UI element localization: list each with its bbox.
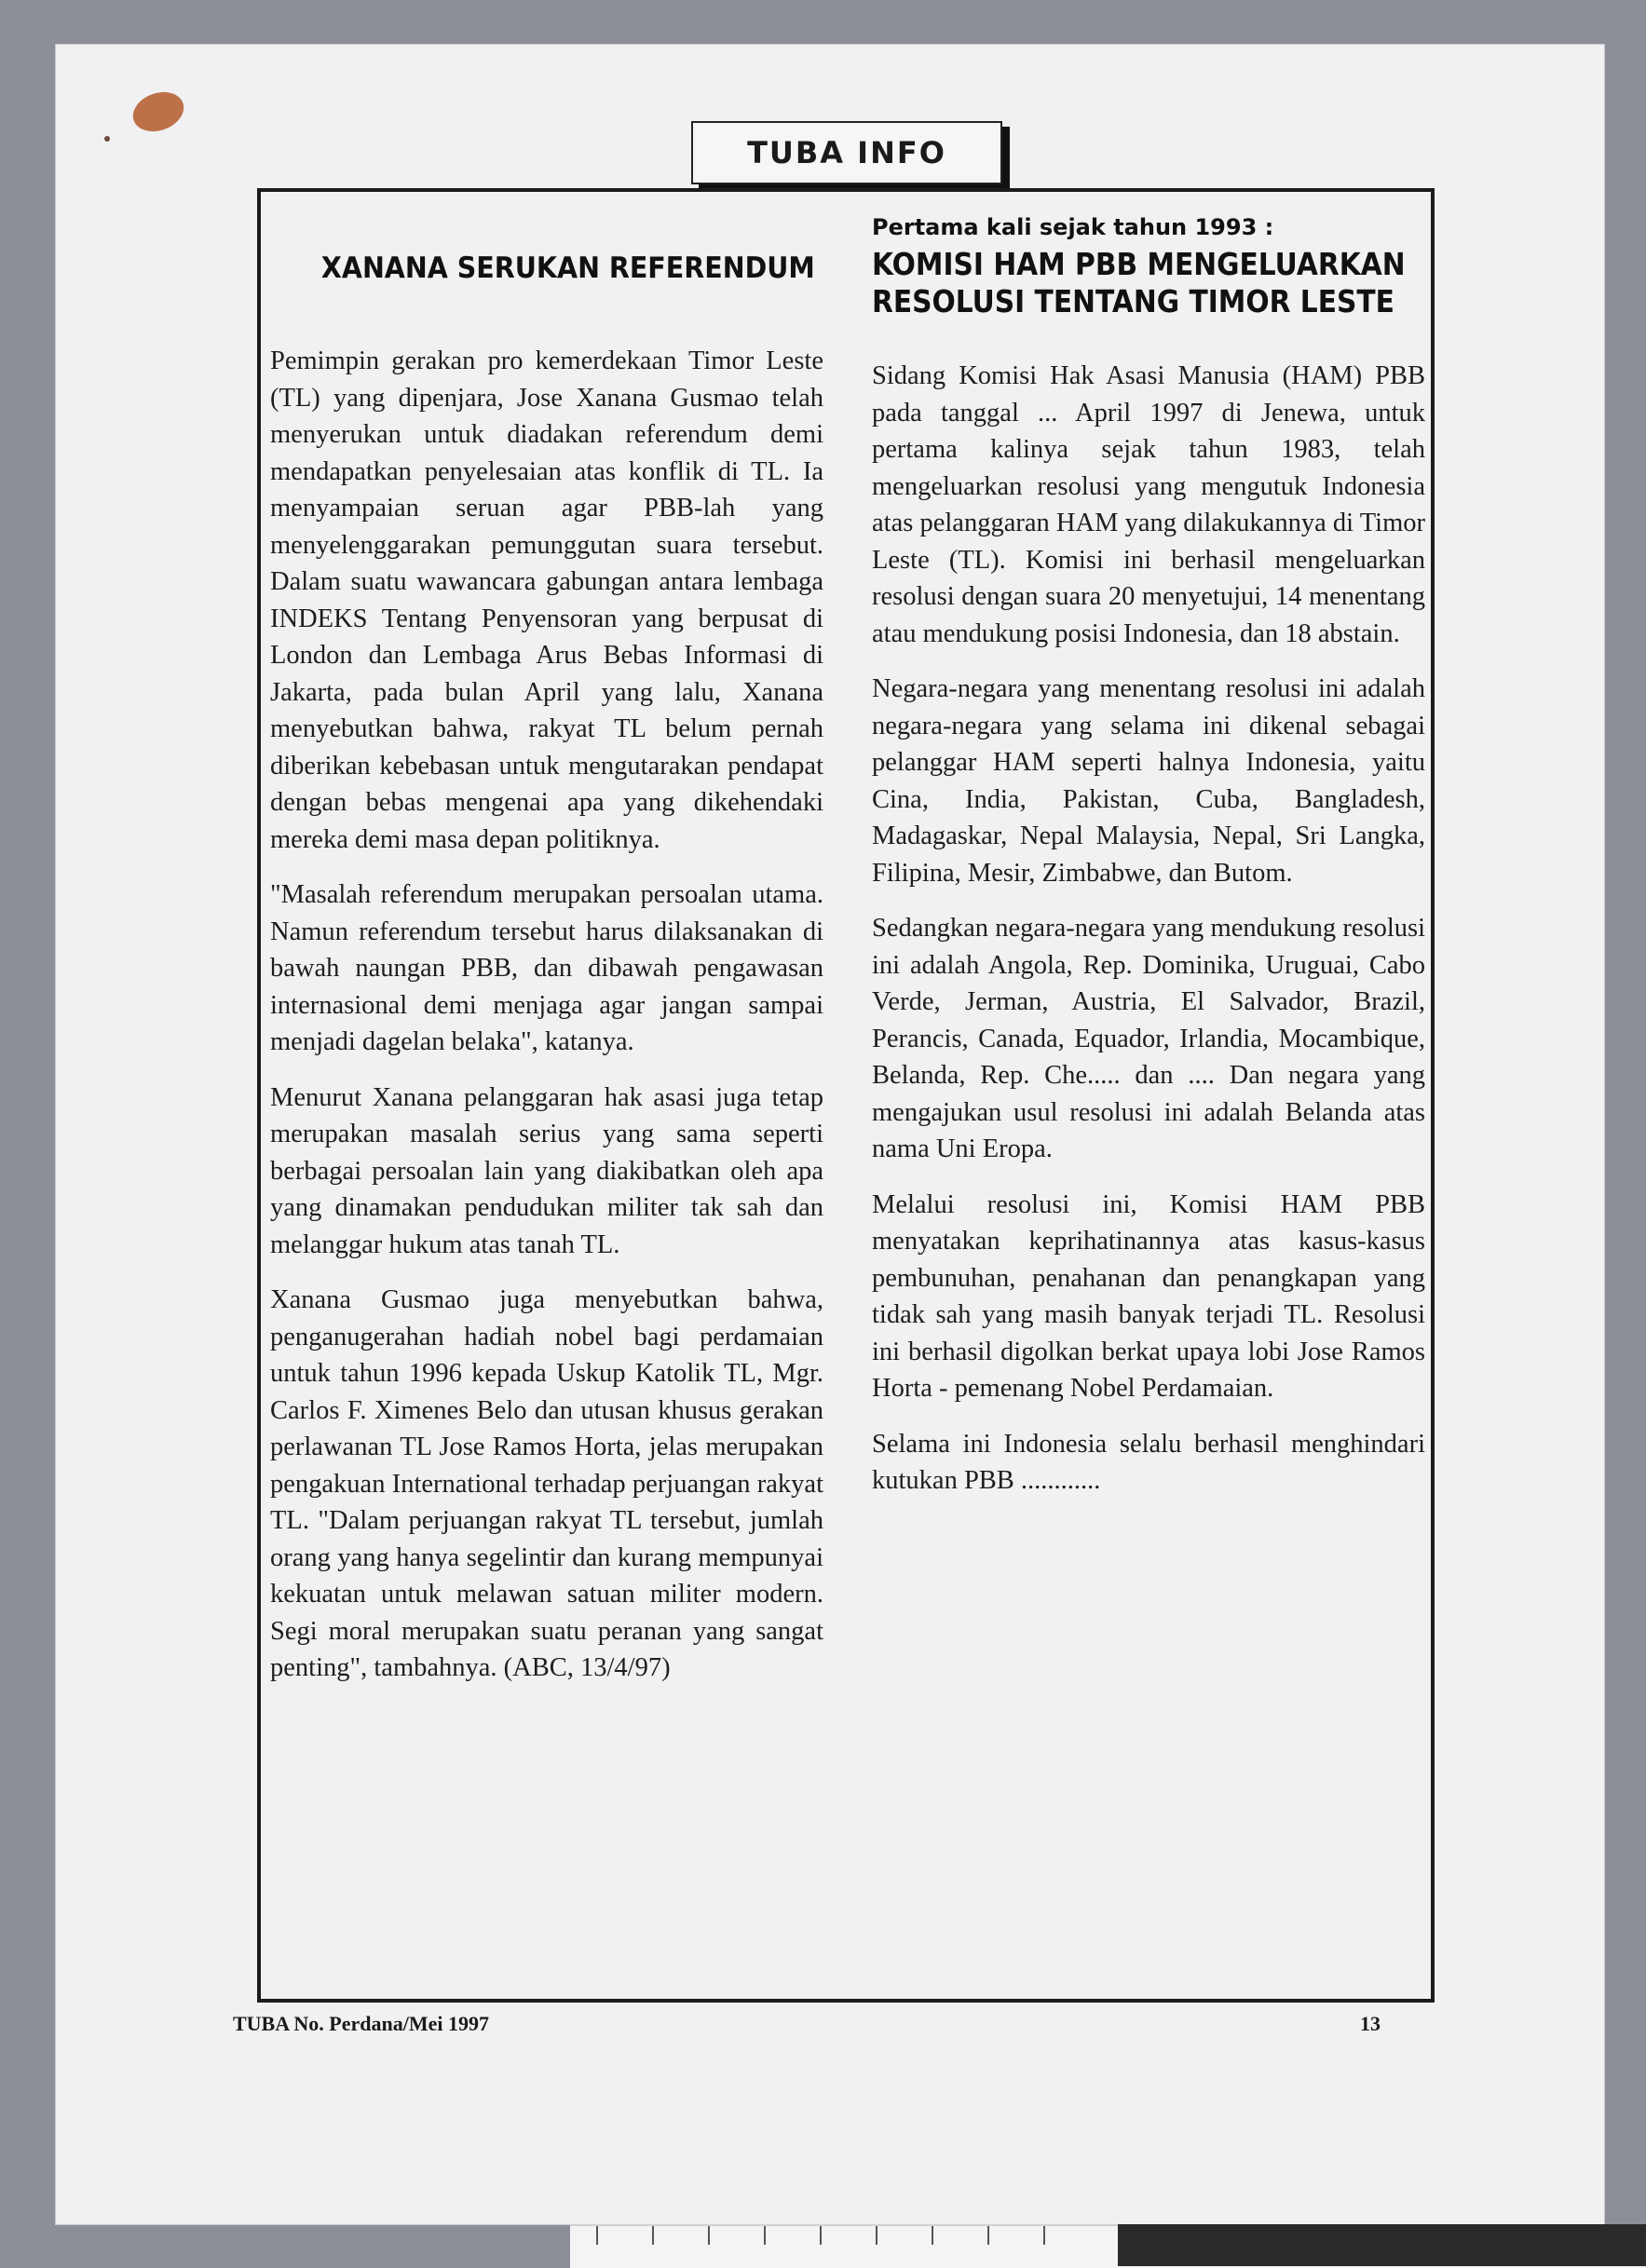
scale-ruler-dark-segment	[1118, 2224, 1646, 2266]
right-article	[872, 205, 1425, 1993]
footer-publication: TUBA No. Perdana/Mei 1997	[233, 2012, 489, 2035]
right-paragraph-2: Negara-negara yang menentang resolusi ini adalah negara-negara yang selama ini dikenal sebagai pelanggar HAM seperti halnya Indonesia, yaitu Cina, India, Pakistan, Cuba, Bangladesh, Madagaskar, Nepal Malaysia, Nepal, Sri Langka, Filipina, Mesir, Zimbabwe, dan Butom.	[872, 674, 1425, 888]
right-kicker: Pertama kali sejak tahun 1993 :	[872, 214, 1274, 240]
right-paragraph-4: Melalui resolusi ini, Komisi HAM PBB menyatakan keprihatinannya atas kasus-kasus pembunuhan, penahanan dan penangkapan yang tidak sah yang masih banyak terjadi TL. Resolusi ini berhasil digolkan berkat upaya lobi Jose Ramos Horta - pemenang Nobel Perdamaian.	[872, 1189, 1425, 1403]
right-headline: KOMISI HAM PBB MENGELUARKAN RESOLUSI TENTANG TIMOR LESTE	[872, 246, 1406, 319]
ruler-tick	[932, 2226, 933, 2245]
ruler-tick	[652, 2226, 654, 2245]
ruler-tick	[764, 2226, 766, 2245]
section-header-box	[691, 121, 1002, 184]
left-headline: XANANA SERUKAN REFERENDUM	[320, 251, 815, 285]
right-article-body	[872, 358, 1425, 1500]
right-paragraph-3: Sedangkan negara-negara yang mendukung resolusi ini adalah Angola, Rep. Dominika, Uruguai, Cabo Verde, Jerman, Austria, El Salvador, Brazil, Perancis, Canada, Equador, Irlandia, Mocambique, Belanda, Rep. Che..... dan .... Dan negara yang mengajukan usul resolusi ini adalah Belanda atas nama Uni Eropa.	[872, 914, 1425, 1163]
ruler-tick	[596, 2226, 598, 2245]
stain-dot	[104, 136, 110, 142]
left-article	[270, 205, 823, 1993]
left-article-body	[270, 343, 823, 1687]
left-paragraph-3: Menurut Xanana pelanggaran hak asasi juga tetap merupakan masalah serius yang sama seperti berbagai persoalan lain yang diakibatkan oleh apa yang dinamakan pendudukan militer tak sah dan melanggar hukum atas tanah TL.	[270, 1082, 823, 1259]
left-paragraph-4: Xanana Gusmao juga menyebutkan bahwa, penganugerahan hadiah nobel bagi perdamaian untuk tahun 1996 kepada Uskup Katolik TL, Mgr. Carlos F. Ximenes Belo dan utusan khusus gerakan perlawanan TL Jose Ramos Horta, jelas merupakan pengakuan International terhadap perjuangan rakyat TL. "Dalam perjuangan rakyat TL tersebut, jumlah orang yang hanya segelintir dan kurang mempunyai kekuatan untuk melawan satuan militer modern. Segi moral merupakan suatu peranan yang sangat penting", tambahnya. (ABC, 13/4/97)	[270, 1285, 823, 1682]
ruler-tick	[708, 2226, 710, 2245]
footer-page-number: 13	[1360, 2012, 1381, 2035]
section-header-label: TUBA INFO	[747, 135, 946, 170]
ruler-tick	[1043, 2226, 1045, 2245]
right-paragraph-5: Selama ini Indonesia selalu berhasil menghindari kutukan PBB ............	[872, 1429, 1425, 1495]
left-paragraph-1: Pemimpin gerakan pro kemerdekaan Timor Leste (TL) yang dipenjara, Jose Xanana Gusmao telah menyerukan untuk diadakan referendum demi mendapatkan penyelesaian atas konflik di TL. Ia menyampaian seruan agar PBB-lah yang menyelenggarakan pemunggutan suara tersebut. Dalam suatu wawancara gabungan antara lembaga INDEKS Tentang Penyensoran yang berpusat di London dan Lembaga Arus Bebas Informasi di Jakarta, pada bulan April yang lalu, Xanana menyebutkan bahwa, rakyat TL belum pernah diberikan kebebasan untuk mengutarakan pendapat dengan bebas mengenai apa yang dikehendaki mereka demi masa depan politiknya.	[270, 346, 823, 854]
ruler-tick	[987, 2226, 989, 2245]
ruler-tick	[820, 2226, 822, 2245]
left-paragraph-2: "Masalah referendum merupakan persoalan utama. Namun referendum tersebut harus dilaksanakan di bawah naungan PBB, dan dibawah pengawasan internasional demi menjaga agar jangan sampai menjadi dagelan belaka", katanya.	[270, 880, 823, 1056]
right-paragraph-1: Sidang Komisi Hak Asasi Manusia (HAM) PBB pada tanggal ... April 1997 di Jenewa, untuk pertama kalinya sejak tahun 1983, telah mengeluarkan resolusi yang mengutuk Indonesia atas pelanggaran HAM yang dilakukannya di Timor Leste (TL). Komisi ini berhasil mengeluarkan resolusi dengan suara 20 menyetujui, 14 menentang atau mendukung posisi Indonesia, dan 18 abstain.	[872, 361, 1425, 648]
ruler-tick	[876, 2226, 877, 2245]
